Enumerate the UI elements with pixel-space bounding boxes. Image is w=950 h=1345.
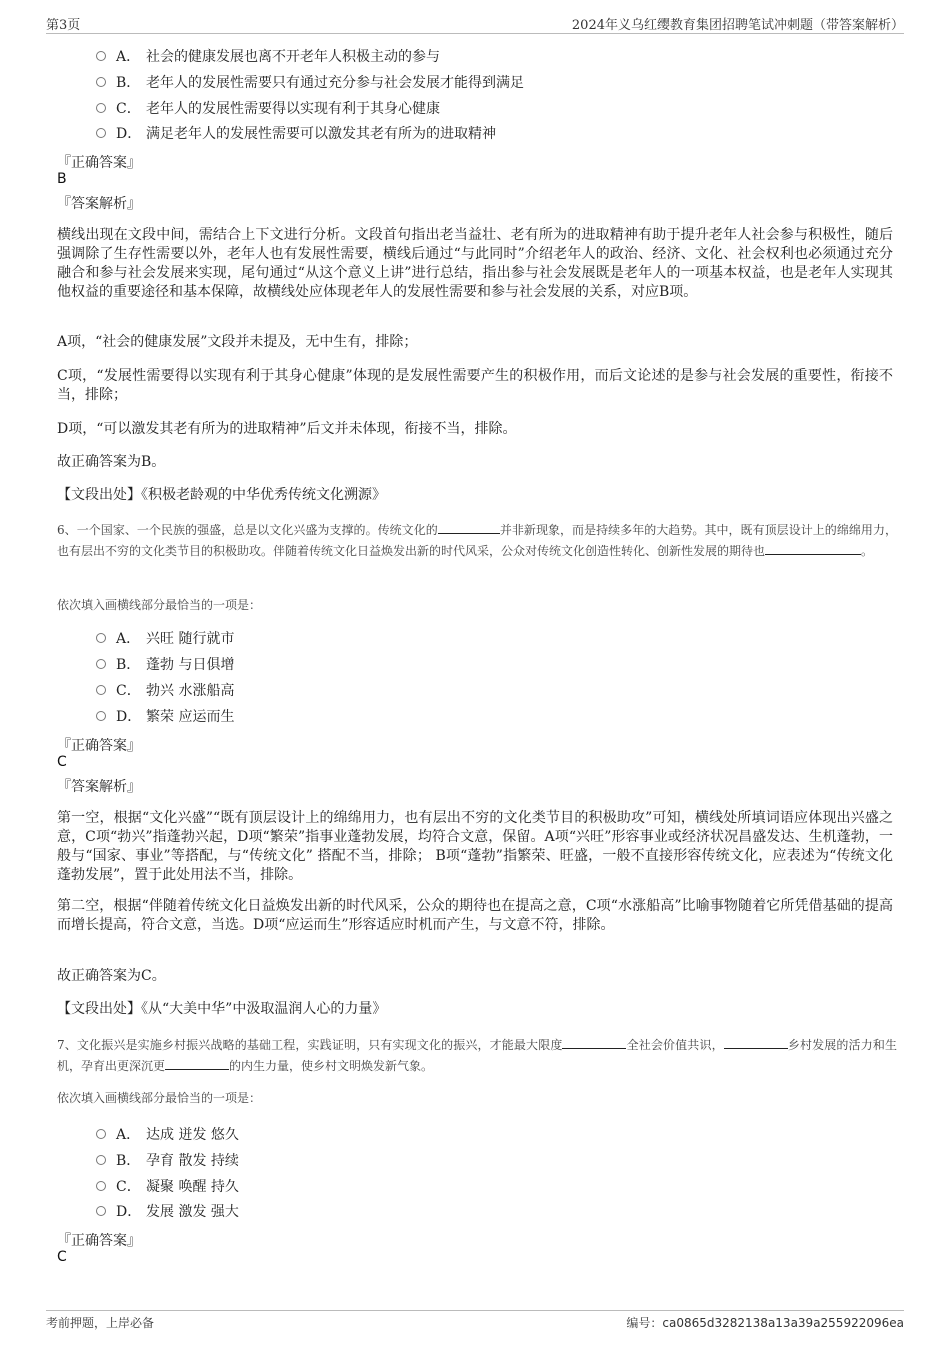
- q6-option-d[interactable]: D． 繁荣 应运而生: [96, 707, 234, 727]
- q6-option-a[interactable]: A． 兴旺 随行就市: [96, 629, 234, 649]
- q5-source: 【文段出处】《积极老龄观的中华优秀传统文化溯源》: [57, 487, 386, 503]
- q5-option-a[interactable]: A． 社会的健康发展也离不开老年人积极主动的参与: [96, 47, 440, 67]
- q6-answer: C: [57, 754, 67, 770]
- q7-prompt: 依次填入画横线部分最恰当的一项是：: [57, 1091, 262, 1105]
- q6-source: 【文段出处】《从“大美中华”中汲取温润人心的力量》: [57, 1001, 387, 1017]
- q6-answer-label: 『正确答案』: [57, 738, 141, 754]
- q5-option-b[interactable]: B． 老年人的发展性需要只有通过充分参与社会发展才能得到满足: [96, 73, 524, 93]
- q5-answer-label: 『正确答案』: [57, 155, 141, 171]
- header-divider: [46, 33, 904, 34]
- q6-analysis-label: 『答案解析』: [57, 779, 141, 795]
- page-number: 第3页: [46, 18, 81, 33]
- q6-analysis-paragraph: 第二空，根据“伴随着传统文化日益焕发出新的时代风采，公众的期待也在提高之意，C项“水涨船高”比喻事物随着它所凭借基础的提高而增长提高，符合文意，当选。D项“应运而生”形容适应时机而产生，与文意不符，排除。: [57, 898, 893, 933]
- q7-option-d[interactable]: D． 发展 激发 强大: [96, 1202, 239, 1222]
- q5-analysis-paragraph: A项，“社会的健康发展”文段并未提及，无中生有，排除；: [57, 334, 418, 350]
- radio-icon[interactable]: [96, 1129, 106, 1139]
- fill-blank: [724, 1047, 788, 1049]
- q6-analysis-paragraph: 第一空，根据“文化兴盛”“既有顶层设计上的绵绵用力，也有层出不穷的文化类节目的积极助攻”可知，横线处所填词语应体现出兴盛之意，C项“勃兴”指蓬勃兴起，D项“繁荣”指事业蓬勃发展，均符合文意，保留。A项“兴旺”形容事业或经济状况昌盛发达、生机蓬勃，一般与“国家、事业”等搭配，与“传统文化” 搭配不当，排除； B项“蓬勃”指繁荣、旺盛，一般不直接形容传统文化，应表述为“传统文化蓬勃发展”，置于此处用法不当，排除。: [57, 810, 893, 883]
- document-title: 2024年义乌红缨教育集团招聘笔试冲刺题（带答案解析）: [571, 18, 904, 33]
- q5-option-c[interactable]: C． 老年人的发展性需要得以实现有利于其身心健康: [96, 99, 440, 119]
- footer-divider: [46, 1310, 904, 1311]
- radio-icon[interactable]: [96, 1206, 106, 1216]
- q5-analysis-paragraph: D项，“可以激发其老有所为的进取精神”后文并未体现，衔接不当，排除。: [57, 421, 517, 437]
- radio-icon[interactable]: [96, 633, 106, 643]
- radio-icon[interactable]: [96, 51, 106, 61]
- q5-analysis-paragraph: 横线出现在文段中间，需结合上下文进行分析。文段首句指出老当益壮、老有所为的进取精神有助于提升老年人社会参与积极性，随后强调除了生存性需要以外，老年人也有发展性需要，横线后通过“与此同时”介绍老年人的政治、经济、文化、社会权利也必须通过充分融合和参与社会发展来实现，尾句通过“从这个意义上讲”进行总结，指出参与社会发展既是老年人的一项基本权益，也是老年人实现其他权益的重要途径和基本保障，故横线处应体现老年人的发展性需要和参与社会发展的关系，对应B项。: [57, 227, 893, 300]
- q5-conclusion: 故正确答案为B。: [57, 454, 166, 470]
- q6-conclusion: 故正确答案为C。: [57, 968, 166, 984]
- q7-option-b[interactable]: B． 孕育 散发 持续: [96, 1151, 239, 1171]
- q7-answer: C: [57, 1249, 67, 1265]
- footer-slogan: 考前押题，上岸必备: [46, 1316, 155, 1330]
- radio-icon[interactable]: [96, 77, 106, 87]
- q6-option-b[interactable]: B． 蓬勃 与日俱增: [96, 655, 234, 675]
- document-code: 编号：ca0865d3282138a13a39a255922096ea: [626, 1316, 904, 1330]
- radio-icon[interactable]: [96, 711, 106, 721]
- q6-prompt: 依次填入画横线部分最恰当的一项是：: [57, 598, 262, 612]
- fill-blank: [438, 532, 500, 534]
- q5-analysis-paragraph: C项，“发展性需要得以实现有利于其身心健康”体现的是发展性需要产生的积极作用，而后文论述的是参与社会发展的重要性，衔接不当，排除；: [57, 368, 893, 403]
- q7-answer-label: 『正确答案』: [57, 1233, 141, 1249]
- q5-option-d[interactable]: D． 满足老年人的发展性需要可以激发其老有所为的进取精神: [96, 124, 496, 144]
- q5-analysis-label: 『答案解析』: [57, 196, 141, 212]
- q6-stem: 6、一个国家、一个民族的强盛，总是以文化兴盛为支撑的。传统文化的 并非新现象，而是持续多年的大趋势。其中，既有顶层设计上的绵绵用力，也有层出不穷的文化类节目的积极助攻。伴随着传统文化日益焕发出新的时代风采，公众对传统文化创造性转化、创新性发展的期待也 。: [57, 523, 897, 558]
- fill-blank: [562, 1047, 626, 1049]
- radio-icon[interactable]: [96, 128, 106, 138]
- radio-icon[interactable]: [96, 1155, 106, 1165]
- radio-icon[interactable]: [96, 103, 106, 113]
- fill-blank: [765, 553, 861, 555]
- q6-option-c[interactable]: C． 勃兴 水涨船高: [96, 681, 234, 701]
- fill-blank: [165, 1068, 229, 1070]
- radio-icon[interactable]: [96, 659, 106, 669]
- q7-option-c[interactable]: C． 凝聚 唤醒 持久: [96, 1177, 239, 1197]
- q7-stem: 7、文化振兴是实施乡村振兴战略的基础工程，实践证明，只有实现文化的振兴，才能最大限度 全社会价值共识， 乡村发展的活力和生机，孕育出更深沉更 的内生力量，使乡村文明焕发新气象。: [57, 1038, 897, 1073]
- q5-answer: B: [57, 171, 67, 187]
- q7-option-a[interactable]: A． 达成 迸发 悠久: [96, 1125, 239, 1145]
- radio-icon[interactable]: [96, 685, 106, 695]
- radio-icon[interactable]: [96, 1181, 106, 1191]
